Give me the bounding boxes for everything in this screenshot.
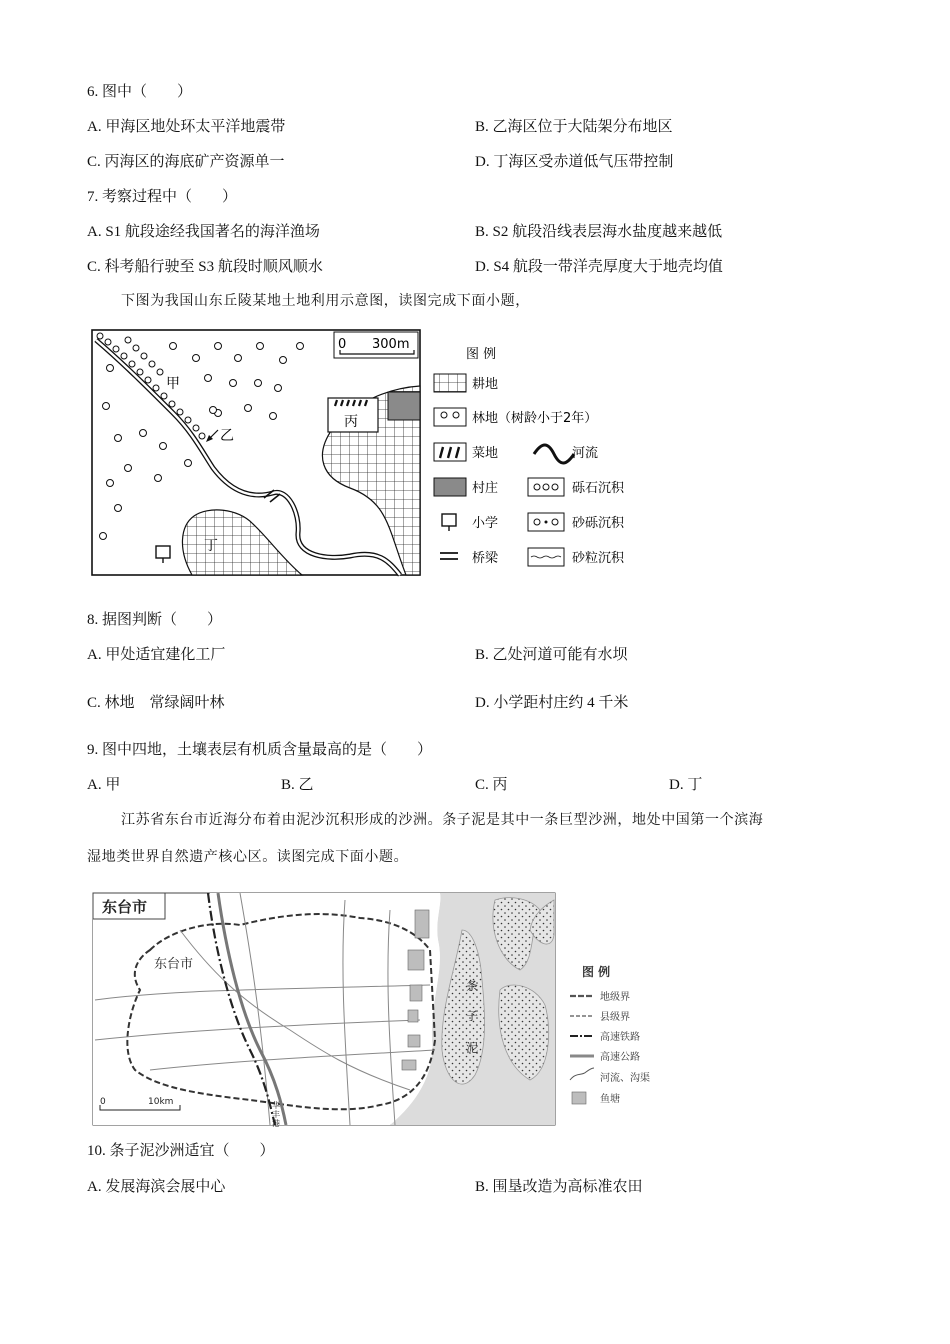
intro-land-use: 下图为我国山东丘陵某地土地利用示意图，读图完成下面小题， bbox=[121, 294, 530, 309]
q6-option-a: A. 甲海区地处环太平洋地震带 bbox=[87, 119, 286, 135]
dongtai-map bbox=[90, 890, 690, 1130]
q6-option-c: C. 丙海区的海底矿产资源单一 bbox=[87, 154, 285, 170]
q8-option-b: B. 乙处河道可能有水坝 bbox=[475, 647, 628, 663]
legend-forest: 林地（树龄小于2年） bbox=[472, 411, 598, 426]
legend-vegetable: 菜地 bbox=[472, 446, 499, 461]
place-bing: 丙 bbox=[344, 414, 358, 430]
map2-scale-label: 10km bbox=[148, 1097, 174, 1107]
q6-option-b: B. 乙海区位于大陆架分布地区 bbox=[475, 119, 673, 135]
q8-option-d: D. 小学距村庄约 4 千米 bbox=[475, 695, 629, 711]
q10-option-b: B. 围垦改造为高标准农田 bbox=[475, 1179, 643, 1195]
tiaozini-char-2: 子 bbox=[466, 1009, 479, 1023]
legend-sandgravel: 砂砾沉积 bbox=[572, 516, 625, 531]
village bbox=[388, 392, 420, 420]
legend-bridge: 桥梁 bbox=[472, 551, 499, 566]
q7-stem: 7. 考察过程中（ ） bbox=[87, 189, 238, 205]
legend2-county: 县级界 bbox=[600, 1012, 630, 1023]
tiaozini-char-3: 泥 bbox=[466, 1041, 479, 1055]
q10-option-a: A. 发展海滨会展中心 bbox=[87, 1179, 226, 1195]
small-label-1: 华 bbox=[272, 1101, 280, 1110]
q6-option-d: D. 丁海区受赤道低气压带控制 bbox=[475, 154, 674, 170]
map2-title: 东台市 bbox=[102, 898, 148, 916]
intro-dongtai-line2: 湿地类世界自然遗产核心区。读图完成下面小题。 bbox=[87, 850, 409, 865]
legend2-prefecture: 地级界 bbox=[600, 992, 630, 1003]
legend2-river: 河流、沟渠 bbox=[600, 1073, 650, 1084]
place-jia: 甲 bbox=[166, 376, 180, 392]
legend-river: 河流 bbox=[572, 446, 599, 461]
small-label-3: 港 bbox=[272, 1119, 280, 1128]
map1-scale-label: 300m bbox=[372, 337, 410, 352]
place-ding: 丁 bbox=[204, 538, 218, 554]
legend-sand: 砂粒沉积 bbox=[572, 551, 625, 566]
q9-option-d: D. 丁 bbox=[669, 777, 703, 793]
legend2-pond: 鱼塘 bbox=[600, 1094, 620, 1105]
q7-option-a: A. S1 航段途经我国著名的海洋渔场 bbox=[87, 224, 320, 240]
q7-option-c: C. 科考船行驶至 S3 航段时顺风顺水 bbox=[87, 259, 323, 275]
map2-scale-zero: 0 bbox=[100, 1097, 106, 1107]
q10-stem: 10. 条子泥沙洲适宜（ ） bbox=[87, 1143, 275, 1159]
q7-option-d: D. S4 航段一带洋壳厚度大于地壳均值 bbox=[475, 259, 723, 275]
q8-option-a: A. 甲处适宜建化工厂 bbox=[87, 647, 226, 663]
q8-stem: 8. 据图判断（ ） bbox=[87, 612, 223, 628]
q7-option-b: B. S2 航段沿线表层海水盐度越来越低 bbox=[475, 224, 723, 240]
map1-scale-zero: 0 bbox=[338, 337, 347, 352]
q6-stem: 6. 图中（ ） bbox=[87, 84, 193, 100]
legend2-highway: 高速公路 bbox=[600, 1052, 640, 1063]
tiaozini-char-1: 条 bbox=[466, 979, 479, 993]
legend-village: 村庄 bbox=[472, 481, 499, 496]
school bbox=[156, 546, 170, 558]
map1-legend-title: 图 例 bbox=[466, 347, 497, 362]
city-dongtai: 东台市 bbox=[154, 957, 194, 972]
q9-option-b: B. 乙 bbox=[281, 777, 314, 793]
map2-legend-title: 图 例 bbox=[582, 965, 611, 979]
small-label-2: 丰 bbox=[272, 1110, 280, 1119]
q8-option-c: C. 林地 常绿阔叶林 bbox=[87, 695, 225, 711]
q9-option-c: C. 丙 bbox=[475, 777, 508, 793]
q9-stem: 9. 图中四地，土壤表层有机质含量最高的是（ ） bbox=[87, 742, 433, 758]
legend2-railway: 高速铁路 bbox=[600, 1032, 640, 1043]
q9-option-a: A. 甲 bbox=[87, 777, 121, 793]
intro-dongtai-line1: 江苏省东台市近海分布着由泥沙沉积形成的沙洲。条子泥是其中一条巨型沙洲，地处中国第一个滨海 bbox=[121, 813, 764, 828]
legend-school: 小学 bbox=[472, 516, 499, 531]
place-yi: 乙 bbox=[220, 428, 234, 444]
legend-farmland: 耕地 bbox=[472, 377, 499, 392]
legend-gravel: 砾石沉积 bbox=[572, 481, 625, 496]
land-use-map bbox=[88, 328, 648, 580]
